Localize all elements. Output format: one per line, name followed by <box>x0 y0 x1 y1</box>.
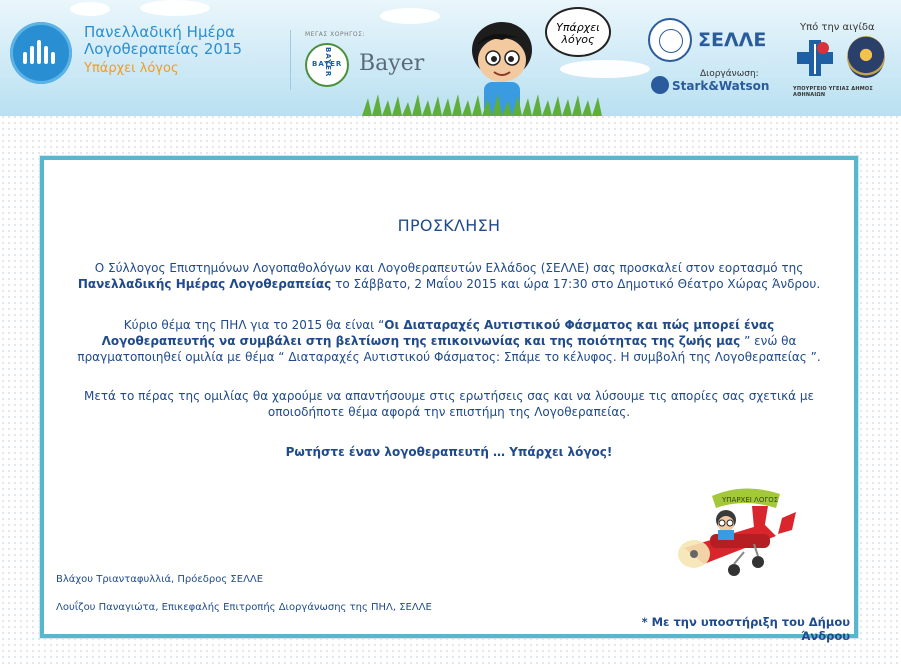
speech-bubble: Υπάρχει λόγος <box>545 7 611 57</box>
qa-paragraph: Μετά το πέρας της ομιλίας θα χαρούμε να απαντήσουμε στις ερωτήσεις σας και να λύσουμε τις απορίες σας σχετικά με οποιοδήποτε θέμα αφορά την επιστήμη της Λογοθεραπείας. <box>83 389 814 419</box>
support-note: * Με την υποστήριξη του Δήμου Άνδρου <box>641 615 850 643</box>
cloud-decoration <box>380 8 440 24</box>
sponsor-name: Bayer <box>359 51 425 76</box>
topic-paragraph: Κύριο θέμα της ΠΗΛ για το 2015 θα είναι “Οι Διαταραχές Αυτιστικού Φάσματος και πώς μπορεί ένας Λογοθεραπευτής να συμβάλει στη βελτίωση της επικοινωνίας και της ποιότητας της ζωής μας ” ενώ θα πραγματοποιηθεί ομιλία με θέμα “ Διαταραχές Αυτιστικού Φάσματος: Σπάμε το κέλυφος. Η συμβολή της Λογοθεραπείας ”. <box>77 318 821 364</box>
organizer-name: Stark&Watson <box>672 79 770 93</box>
organizer-label: Διοργάνωση: <box>700 69 759 79</box>
cloud-decoration <box>140 0 210 16</box>
signature-president: Βλάχου Τριανταφυλλιά, Πρόεδρος ΣΕΛΛΕ <box>56 574 264 585</box>
event-title-line1: Πανελλαδική Ημέρα <box>84 23 236 41</box>
bayer-cross-logo-icon: BAYER BAYER <box>305 43 349 87</box>
event-logo-icon <box>10 22 72 84</box>
aegis-label: Υπό την αιγίδα <box>800 22 875 33</box>
cloud-decoration <box>70 2 110 16</box>
cloud-decoration <box>560 60 650 78</box>
event-title-line2: Λογοθεραπείας 2015 <box>84 40 243 58</box>
event-slogan: Υπάρχει λόγος <box>84 61 179 76</box>
athens-municipality-seal-icon <box>847 36 885 78</box>
header-divider <box>290 30 291 90</box>
invitation-paragraph: Ο Σύλλογος Επιστημόνων Λογοπαθολόγων και Λογοθεραπευτών Ελλάδος (ΣΕΛΛΕ) σας προσκαλεί στον εορτασμό της Πανελλαδικής Ημέρας Λογοθεραπείας το Σάββατο, 2 Μαΐου 2015 και ώρα 17:30 στο Δημοτικό Θέατρο Χώρας Άνδρου. <box>77 261 821 291</box>
invitation-card <box>40 156 858 643</box>
sponsor-label: ΜΕΓΑΣ ΧΟΡΗΓΟΣ: <box>305 31 365 38</box>
page-title: ΠΡΟΣΚΛΗΣΗ <box>397 216 501 235</box>
closing-slogan: Ρωτήστε έναν λογοθεραπευτή … Υπάρχει λόγος! <box>285 445 613 459</box>
header-banner <box>0 0 901 116</box>
ministry-health-cross-icon <box>796 38 834 78</box>
airplane-boy-illustration-icon <box>664 478 804 590</box>
aegis-caption: ΥΠΟΥΡΓΕΙΟ ΥΓΕΙΑΣ ΔΗΜΟΣ ΑΘΗΝΑΙΩΝ <box>793 86 873 98</box>
grass-decoration <box>362 92 602 116</box>
stark-watson-logo-icon <box>651 76 669 94</box>
signature-committee-head: Λουΐζου Παναγιώτα, Επικεφαλής Επιτροπής Διοργάνωσης της ΠΗΛ, ΣΕΛΛΕ <box>56 602 432 613</box>
selle-seal-icon <box>648 18 692 62</box>
plane-banner-text: ΥΠΑΡΧΕΙ ΛΟΓΟΣ <box>722 496 779 504</box>
selle-name: ΣΕΛΛΕ <box>698 29 767 51</box>
event-title <box>84 24 299 77</box>
